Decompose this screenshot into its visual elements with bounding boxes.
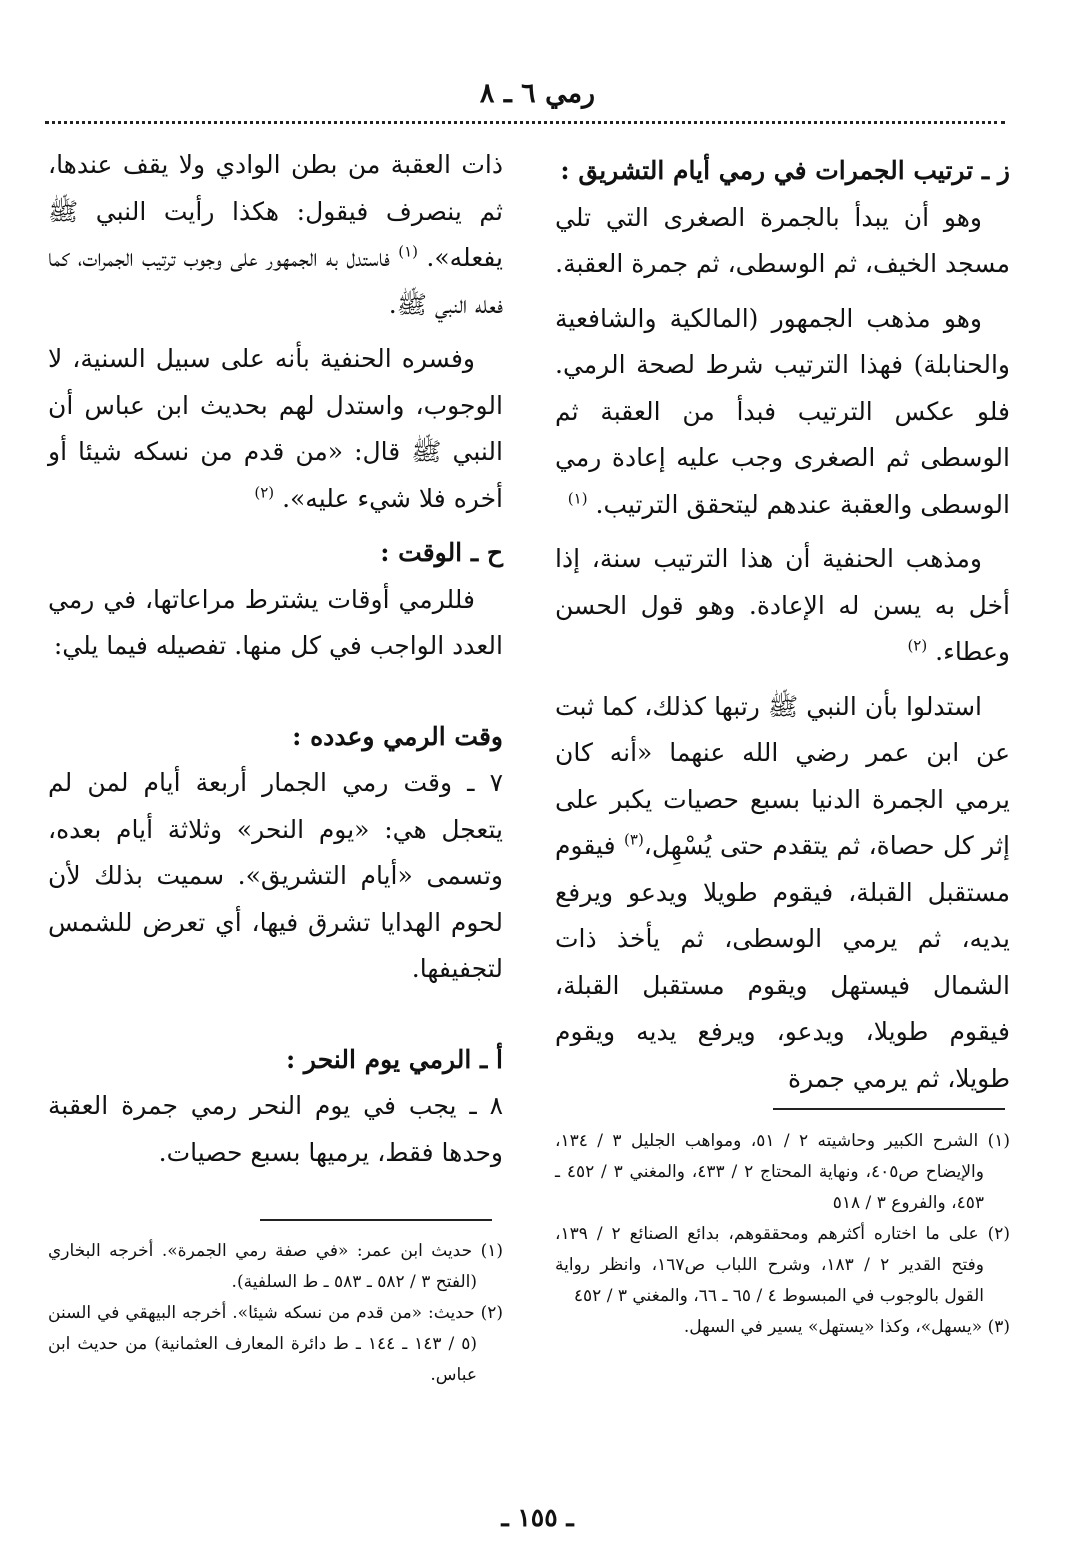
footnote-ref: (١) (567, 489, 588, 508)
paragraph-text: استدلوا بأن النبي ﷺ رتبها كذلك، كما ثبت عن ابن عمر رضي الله عنهما «أنه كان يرمي الجمرة الدنيا بسبع حصيات يكبر على إثر كل حصاة، ثم يتقدم حتى يُسْهِل، (555, 691, 1010, 860)
section-heading-order: ز ـ ترتيب الجمرات في رمي أيام التشريق : (560, 156, 1010, 185)
paragraph-text: وفسره الحنفية بأنه على سبيل السنية، لا الوجوب، واستدل لهم بحديث ابن عباس أن النبي ﷺ قال: «من قدم من نسكه شيئا أو أخره فلا شيء عليه». (48, 344, 503, 513)
footnote: (١) حديث ابن عمر: «في صفة رمي الجمرة». أخرجه البخاري (الفتح ٣ / ٥٨٢ ـ ٥٨٣ ـ ط السلفية). (48, 1241, 503, 1292)
section-heading-time: ح ـ الوقت : (380, 538, 503, 567)
paragraph (555, 296, 1010, 529)
section-heading-count: وقت الرمي وعدده : (292, 721, 503, 751)
right-column (555, 148, 1010, 1102)
paragraph-text: ومذهب الحنفية أن هذا الترتيب سنة، إذا أخل به يسن له الإعادة. وهو قول الحسن وعطاء. (555, 544, 1010, 666)
paragraph (48, 336, 503, 522)
paragraph: ٨ ـ يجب في يوم النحر رمي جمرة العقبة وحدها فقط، يرميها بسبع حصيات. (48, 1091, 503, 1167)
paragraph-text: ذات العقبة من بطن الوادي ولا يقف عندها، ثم ينصرف فيقول: هكذا رأيت النبي ﷺ يفعله». (48, 150, 503, 272)
paragraph: فللرمي أوقات يشترط مراعاتها، في رمي العدد الواجب في كل منها. تفصيله فيما يلي: (48, 584, 503, 660)
footnote: (٢) حديث: «من قدم من نسكه شيئا». أخرجه البيهقي في السنن (٥ / ١٤٣ ـ ١٤٤ ـ ط دائرة المعارف العثمانية) من حديث ابن عباس. (48, 1303, 503, 1385)
footnote-ref: (٣) (624, 830, 644, 849)
paragraph-text: فاستدل به الجمهور على وجوب ترتيب الجمرات، كما فعله النبي ﷺ. (48, 243, 503, 319)
right-footnotes (555, 1126, 1010, 1343)
footnote-ref: (١) (398, 242, 419, 261)
footnote-ref: (٢) (907, 636, 928, 655)
footnote-ref: (٢) (254, 483, 275, 502)
paragraph (48, 142, 503, 328)
section-heading-nahr: أ ـ الرمي يوم النحر : (286, 1044, 503, 1074)
paragraph (555, 536, 1010, 676)
header-dotted-rule (45, 121, 1005, 124)
left-footnotes (48, 1236, 503, 1391)
footnote: (١) الشرح الكبير وحاشيته ٢ / ٥١، ومواهب الجليل ٣ / ١٣٤، والإيضاح ص٤٠٥، ونهاية المحتاج ٢ / ٤٣٣، والمغني ٣ / ٤٥٢ ـ ٤٥٣، والفروع ٣ / ٥١٨ (555, 1131, 1010, 1213)
page-number: ـ ١٥٥ ـ (501, 1503, 574, 1532)
page-header-title: رمي ٦ ـ ٨ (479, 78, 596, 109)
paragraph: وهو أن يبدأ بالجمرة الصغرى التي تلي مسجد الخيف، ثم الوسطى، ثم جمرة العقبة. (555, 202, 1010, 278)
footnote-separator (260, 1219, 492, 1221)
paragraph (555, 684, 1010, 1103)
footnote: (٢) على ما اختاره أكثرهم ومحققوهم، بدائع الصنائع ٢ / ١٣٩، وفتح القدير ٢ / ١٨٣، وشرح اللباب ص١٦٧، وانظر رواية القول بالوجوب في المبسوط ٤ / ٦٥ ـ ٦٦، والمغني ٣ / ٤٥٢ (555, 1224, 1010, 1306)
paragraph: ٧ ـ وقت رمي الجمار أربعة أيام لمن لم يتعجل هي: «يوم النحر» وثلاثة أيام بعده، وتسمى «أيام التشريق». سميت بذلك لأن لحوم الهدايا تشرق فيها، أي تعرض للشمس لتجفيفها. (48, 768, 503, 983)
footnote: (٣) «يسهل»، وكذا «يستهل» يسير في السهل. (683, 1317, 1010, 1337)
paragraph-text: وهو مذهب الجمهور (المالكية والشافعية والحنابلة) فهذا الترتيب شرط لصحة الرمي. فلو عكس الترتيب فبدأ من العقبة ثم الوسطى ثم الصغرى وجب عليه إعادة رمي الوسطى والعقبة عندهم ليتحقق الترتيب. (555, 303, 1010, 519)
footnote-separator (773, 1108, 1005, 1110)
paragraph-text: فيقوم مستقبل القبلة، فيقوم طويلا ويدعو ويرفع يديه، ثم يرمي الوسطى، ثم يأخذ ذات الشمال فيستهل ويقوم مستقبل القبلة، فيقوم طويلا، ويدعو، ويرفع يديه ويقوم طويلا، ثم يرمي جمرة (555, 831, 1010, 1093)
left-column (48, 142, 503, 1176)
